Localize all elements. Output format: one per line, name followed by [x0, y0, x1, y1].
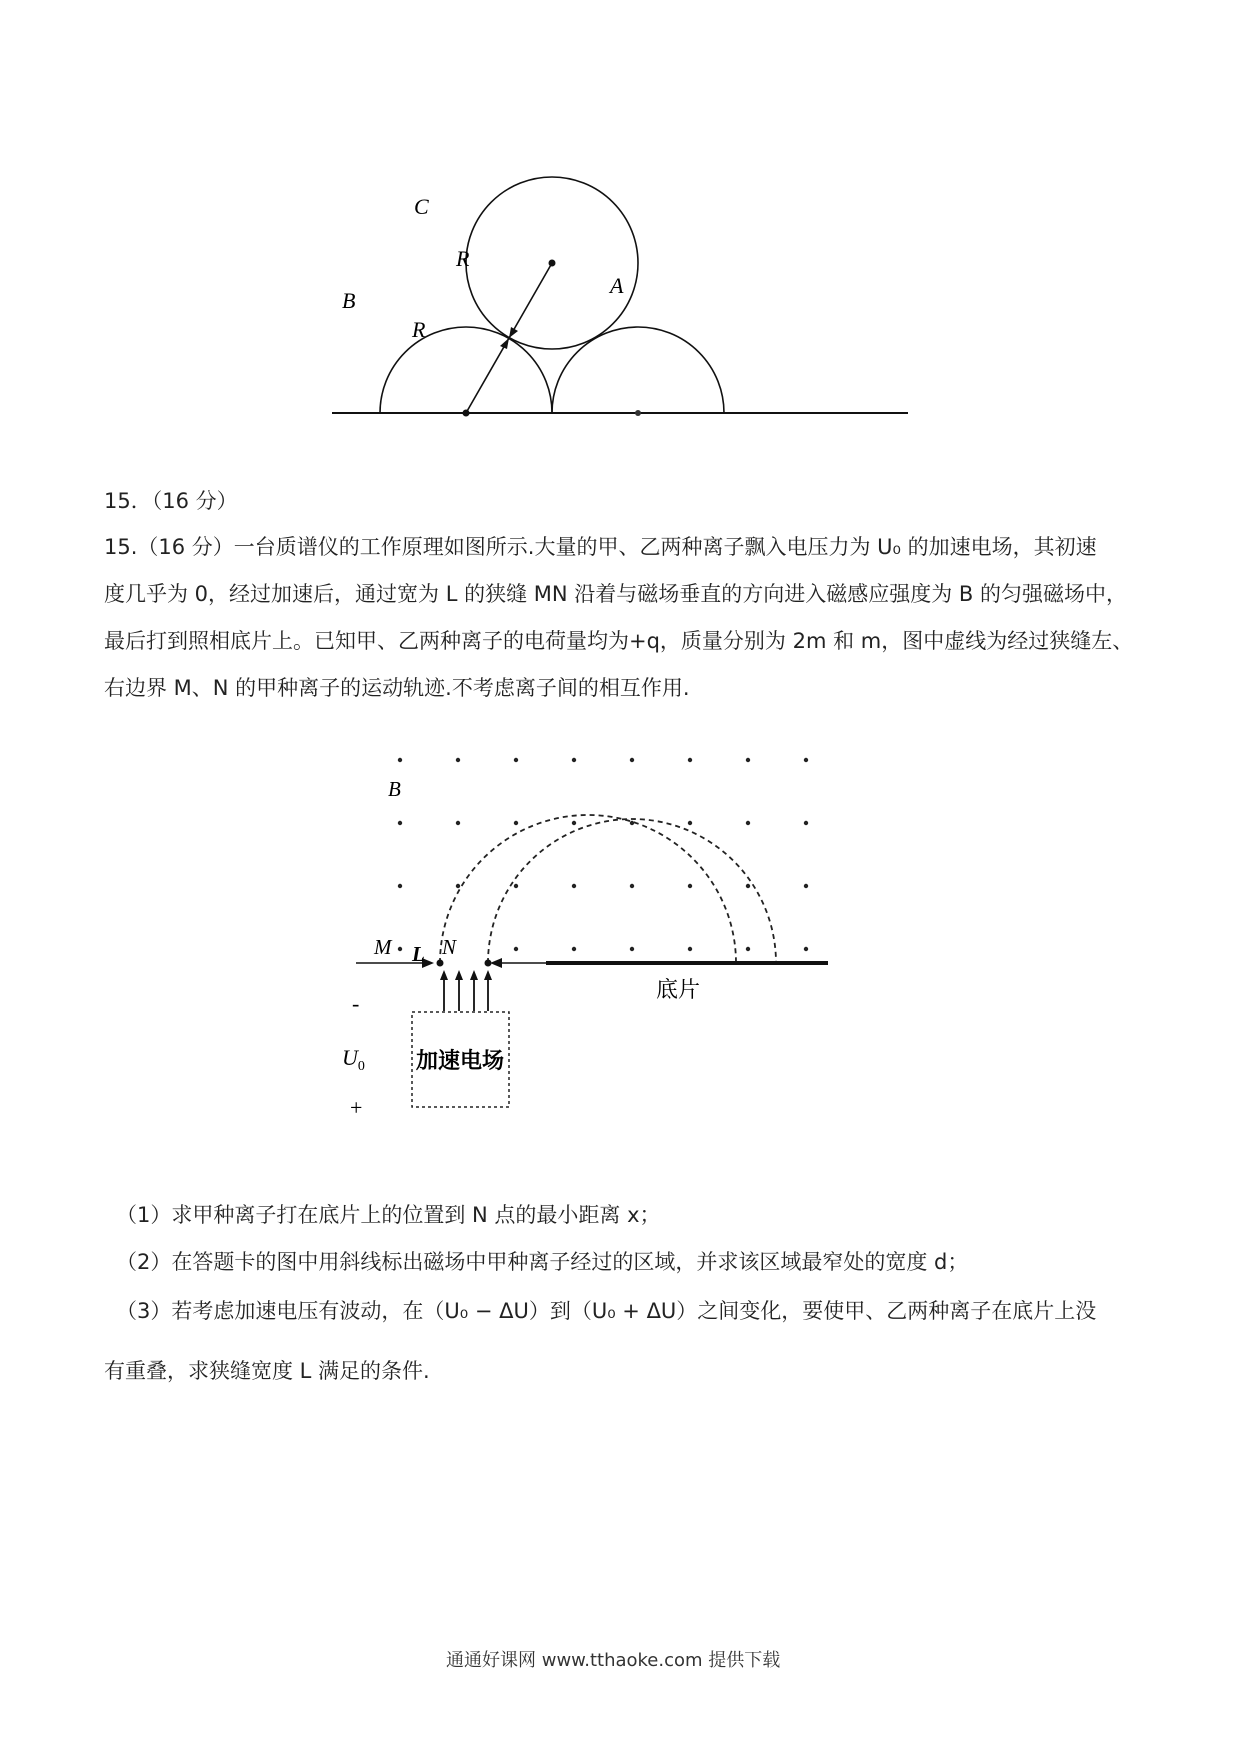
magnetic-field-dots — [398, 758, 808, 951]
ion-beam-arrowheads — [440, 970, 492, 980]
label-accelerating-field: 加速电场 — [416, 1049, 505, 1074]
center-a — [635, 410, 641, 416]
problem-line-1: 15.（16 分）一台质谱仪的工作原理如图所示.大量的甲、乙两种离子飘入电压力为 U₀ 的加速电场，其初速 — [104, 535, 1097, 559]
label-b-field: B — [388, 777, 401, 801]
label-a: A — [610, 273, 624, 298]
label-r-lower: R — [412, 317, 426, 342]
label-c: C — [414, 194, 429, 219]
problem-line-4: 右边界 M、N 的甲种离子的运动轨迹.不考虑离子间的相互作用. — [104, 676, 690, 700]
label-l: L — [412, 942, 425, 966]
label-n: N — [442, 935, 457, 959]
label-m: M — [374, 935, 392, 959]
problem-line-2: 度几乎为 0，经过加速后，通过宽为 L 的狭缝 MN 沿着与磁场垂直的方向进入磁感应强度为 B 的匀强磁场中， — [104, 582, 1128, 606]
point-n — [485, 960, 492, 967]
point-m — [437, 960, 444, 967]
problem-heading: 15．（16 分） — [104, 489, 238, 513]
label-r-upper: R — [456, 246, 470, 271]
figure-circles — [300, 160, 920, 430]
label-minus: - — [352, 991, 360, 1016]
label-plus: + — [350, 1095, 363, 1120]
trajectory-from-n — [488, 819, 776, 963]
ion-beam-arrows — [444, 976, 488, 1011]
footer-text: 通通好课网 www.tthaoke.com 提供下载 — [446, 1650, 781, 1671]
question-1: （1）求甲种离子打在底片上的位置到 N 点的最小距离 x； — [116, 1203, 661, 1227]
label-u0: $U_0$ — [342, 1045, 365, 1074]
arrowhead-upper — [509, 327, 518, 338]
question-3-line-2: 有重叠，求狭缝宽度 L 满足的条件. — [104, 1359, 430, 1383]
radius-line-upper — [509, 263, 552, 338]
trajectory-from-m — [440, 815, 736, 963]
problem-line-3: 最后打到照相底片上。已知甲、乙两种离子的电荷量均为+q，质量分别为 2m 和 m，图中虚线为经过狭缝左、 — [104, 629, 1134, 653]
arrowhead-lower — [500, 338, 509, 349]
problem-paragraph — [104, 524, 1144, 712]
label-film: 底片 — [656, 978, 701, 1003]
question-2: （2）在答题卡的图中用斜线标出磁场中甲种离子经过的区域，并求该区域最窄处的宽度 d； — [116, 1250, 969, 1274]
question-3-line-1: （3）若考虑加速电压有波动，在（U₀ − ΔU）到（U₀ + ΔU）之间变化，要使甲、乙两种离子在底片上没 — [116, 1299, 1097, 1323]
semicircle-a — [552, 327, 724, 413]
figure-mass-spectrometer — [342, 745, 890, 1130]
label-b: B — [342, 288, 356, 313]
radius-line-lower — [466, 338, 509, 413]
n-arrowhead — [490, 958, 502, 968]
semicircle-b — [380, 327, 552, 413]
